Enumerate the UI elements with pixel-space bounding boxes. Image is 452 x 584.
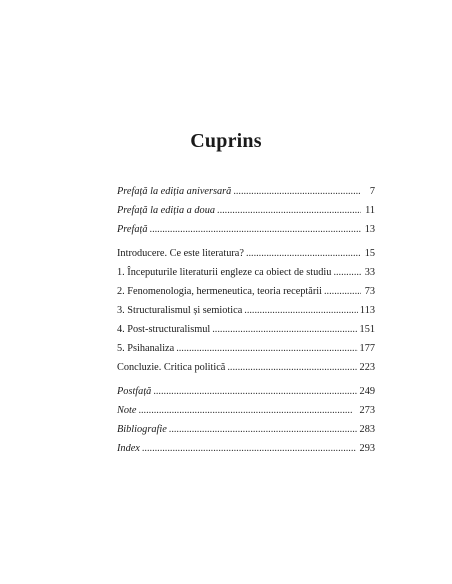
dot-leader xyxy=(150,220,361,239)
toc-entry-page-number: 151 xyxy=(359,324,375,335)
toc-entry-title: Bibliografie xyxy=(117,424,167,435)
dot-leader xyxy=(176,339,357,358)
toc-entry[interactable] xyxy=(117,220,375,239)
toc-entry-title: Introducere. Ce este literatura? xyxy=(117,248,244,259)
toc-entry-page-number: 249 xyxy=(359,386,375,397)
toc-entry-page-number: 13 xyxy=(364,224,375,235)
toc-entry-page-number: 177 xyxy=(359,343,375,354)
toc-entry[interactable] xyxy=(117,439,375,458)
toc-entry-title: 3. Structuralismul și semiotica xyxy=(117,305,243,316)
toc-entry-title: 1. Începuturile literaturii engleze ca obiect de studiu xyxy=(117,267,332,278)
table-of-contents xyxy=(117,182,375,458)
toc-entry[interactable] xyxy=(117,382,375,401)
dot-leader xyxy=(244,301,358,320)
dot-leader xyxy=(138,401,357,420)
toc-entry-title: 5. Psihanaliza xyxy=(117,343,175,354)
dot-leader xyxy=(324,282,361,301)
dot-leader xyxy=(169,420,358,439)
toc-entry-page-number: 293 xyxy=(359,443,375,454)
toc-entry-page-number: 11 xyxy=(365,205,375,216)
toc-entry[interactable] xyxy=(117,301,375,320)
toc-entry-page-number: 273 xyxy=(359,405,375,416)
toc-entry[interactable] xyxy=(117,401,375,420)
toc-entry-page-number: 283 xyxy=(359,424,375,435)
dot-leader xyxy=(333,263,361,282)
toc-entry[interactable] xyxy=(117,201,375,220)
toc-entry-title: Note xyxy=(117,405,137,416)
toc-entry-page-number: 7 xyxy=(369,186,375,197)
toc-entry[interactable] xyxy=(117,420,375,439)
toc-entry[interactable] xyxy=(117,182,375,201)
toc-entry-page-number: 15 xyxy=(364,248,375,259)
page-title: Cuprins xyxy=(190,130,262,152)
dot-leader xyxy=(233,182,361,201)
dot-leader xyxy=(217,201,361,220)
toc-entry[interactable] xyxy=(117,263,375,282)
toc-entry-title: Index xyxy=(117,443,140,454)
toc-entry[interactable] xyxy=(117,358,375,377)
dot-leader xyxy=(142,439,358,458)
toc-entry-title: 4. Post-structuralismul xyxy=(117,324,211,335)
dot-leader xyxy=(212,320,357,339)
toc-entry-page-number: 33 xyxy=(364,267,375,278)
toc-entry[interactable] xyxy=(117,282,375,301)
dot-leader xyxy=(153,382,357,401)
dot-leader xyxy=(246,244,361,263)
toc-entry[interactable] xyxy=(117,244,375,263)
toc-entry-title: Prefață xyxy=(117,224,148,235)
toc-entry-page-number: 113 xyxy=(359,305,375,316)
toc-entry-title: Prefață la ediția a doua xyxy=(117,205,216,216)
toc-entry-title: Postfață xyxy=(117,386,152,397)
dot-leader xyxy=(227,358,357,377)
toc-entry[interactable] xyxy=(117,339,375,358)
toc-entry-title: 2. Fenomenologia, hermeneutica, teoria receptării xyxy=(117,286,322,297)
toc-entry-page-number: 73 xyxy=(364,286,375,297)
toc-entry[interactable] xyxy=(117,320,375,339)
toc-entry-title: Prefață la ediția aniversară xyxy=(117,186,232,197)
toc-entry-page-number: 223 xyxy=(359,362,375,373)
toc-entry-title: Concluzie. Critica politică xyxy=(117,362,226,373)
